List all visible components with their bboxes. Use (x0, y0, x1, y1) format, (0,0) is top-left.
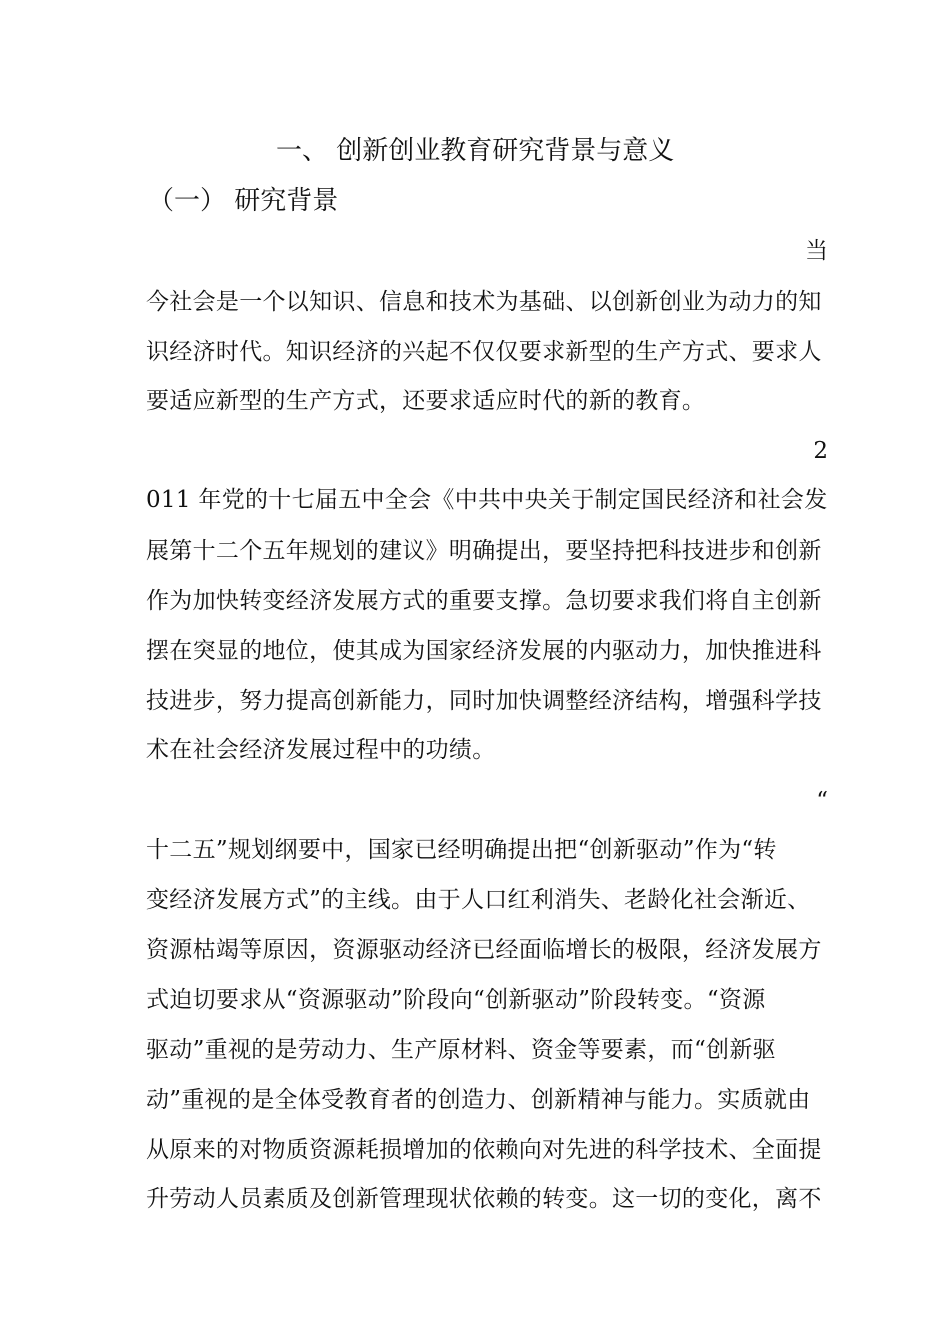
paragraph-3-line: 从原来的对物质资源耗损增加的依赖向对先进的科学技术、全面提 (146, 1137, 822, 1163)
section-title: 一、 创新创业教育研究背景与意义 (276, 136, 675, 166)
paragraph-2-line: 作为加快转变经济发展方式的重要支撑。急切要求我们将自主创新 (146, 588, 822, 614)
paragraph-2-line: 技进步，努力提高创新能力，同时加快调整经济结构，增强科学技 (146, 688, 822, 714)
paragraph-3-line: 升劳动人员素质及创新管理现状依赖的转变。这一切的变化，离不 (146, 1186, 822, 1212)
paragraph-3-lead: “ (816, 788, 828, 814)
paragraph-2-line: 展第十二个五年规划的建议》明确提出，要坚持把科技进步和创新 (146, 538, 822, 564)
paragraph-2-line: 术在社会经济发展过程中的功绩。 (146, 737, 496, 763)
paragraph-2-lead: 2 (813, 438, 828, 464)
paragraph-2-line: 011 年党的十七届五中全会《中共中央关于制定国民经济和社会发 (146, 487, 828, 513)
paragraph-1-lead: 当 (805, 238, 828, 264)
paragraph-3-line: 资源枯竭等原因，资源驱动经济已经面临增长的极限，经济发展方 (146, 937, 822, 963)
paragraph-3-line: 驱动”重视的是劳动力、生产原材料、资金等要素，而“创新驱 (146, 1037, 776, 1063)
paragraph-1-line: 要适应新型的生产方式，还要求适应时代的新的教育。 (146, 388, 706, 414)
paragraph-3-line: 十二五”规划纲要中，国家已经明确提出把“创新驱动”作为“转 (146, 837, 777, 863)
paragraph-3-line: 式迫切要求从“资源驱动”阶段向“创新驱动”阶段转变。“资源 (146, 987, 766, 1013)
paragraph-1-line: 识经济时代。知识经济的兴起不仅仅要求新型的生产方式、要求人 (146, 339, 822, 365)
paragraph-2-line: 摆在突显的地位，使其成为国家经济发展的内驱动力，加快推进科 (146, 638, 822, 664)
paragraph-3-line: 动”重视的是全体受教育者的创造力、创新精神与能力。实质就由 (146, 1087, 811, 1113)
subsection-title: （一） 研究背景 (148, 186, 339, 216)
paragraph-3-line: 变经济发展方式”的主线。由于人口红利消失、老龄化社会渐近、 (146, 887, 811, 913)
paragraph-1-line: 今社会是一个以知识、信息和技术为基础、以创新创业为动力的知 (146, 289, 822, 315)
